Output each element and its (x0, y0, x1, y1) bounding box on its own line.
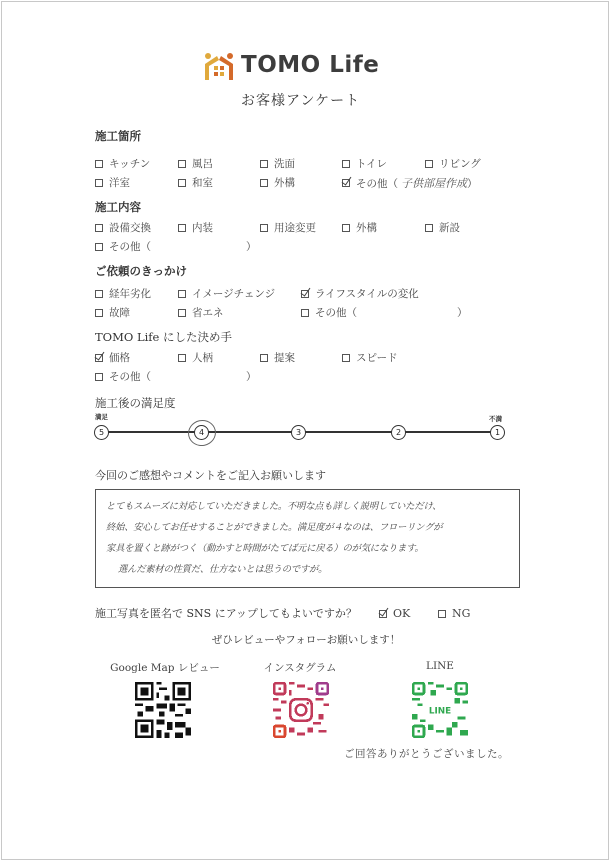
sns-question: 施工写真を匿名で SNS にアップしてもよいですか？ (95, 607, 357, 620)
checkbox-icon (342, 354, 350, 362)
checkbox-image-change[interactable]: イメージチェンジ (178, 286, 275, 301)
checkbox-use-change[interactable]: 用途変更 (260, 220, 316, 235)
checkbox-western-room[interactable]: 洋室 (95, 175, 130, 190)
checkbox-icon (301, 309, 309, 317)
brand-logo (203, 52, 413, 86)
section-heading-satisfaction: 施工後の満足度 (95, 396, 176, 410)
line-label: LINE (426, 660, 454, 672)
checked-checkbox-icon (379, 610, 387, 618)
checkbox-kitchen[interactable]: キッチン (95, 156, 150, 171)
checkbox-energy-saving[interactable]: 省エネ (178, 305, 224, 320)
checkbox-sns-ng[interactable]: NG (438, 607, 470, 620)
rating-4[interactable]: 4 (194, 425, 209, 440)
checkbox-icon (95, 309, 103, 317)
label-unsatisfied: 不満 (489, 415, 502, 423)
checkbox-sns-ok[interactable]: OK (379, 607, 410, 620)
checkbox-icon (178, 354, 186, 362)
checkbox-decision-other[interactable]: その他（ ） (95, 369, 257, 384)
checkbox-location-other[interactable]: その他（ 子供部屋作成 ） (342, 175, 478, 191)
checkbox-japanese-room[interactable]: 和室 (178, 175, 213, 190)
checkbox-icon (95, 160, 103, 168)
checkbox-toilet[interactable]: トイレ (342, 156, 387, 171)
checkbox-living[interactable]: リビング (425, 156, 481, 171)
checkbox-icon (178, 160, 186, 168)
instagram-label: インスタグラム (263, 662, 337, 674)
checkbox-content-other[interactable]: その他（ ） (95, 239, 257, 254)
checkbox-icon (95, 373, 103, 381)
checked-checkbox-icon (95, 354, 103, 362)
checkbox-icon (342, 224, 350, 232)
rating-5[interactable]: 5 (94, 425, 109, 440)
checkbox-breakdown[interactable]: 故障 (95, 305, 130, 320)
checkbox-icon (178, 290, 186, 298)
checkbox-icon (260, 160, 268, 168)
comment-line-4: 選んだ素材の性質だ、仕方ないとは思うのですが。 (118, 564, 328, 575)
rating-1[interactable]: 1 (490, 425, 505, 440)
comment-line-1: とてもスムーズに対応していただきました。不明な点も詳しく説明していただけ、 (106, 501, 442, 512)
comment-line-2: 終始、安心してお任せすることができました。満足度が４なのは、フローリングが (106, 522, 443, 533)
thank-you-message: ご回答ありがとうございました。 (344, 748, 509, 760)
checkbox-lifestyle-change[interactable]: ライフスタイルの変化 (301, 286, 419, 301)
checkbox-icon (425, 224, 433, 232)
comments-heading: 今回のご感想やコメントをご記入お願いします (95, 469, 326, 482)
handwritten-other-location[interactable]: 子供部屋作成 (401, 177, 467, 190)
checkbox-icon (260, 354, 268, 362)
svg-text:LINE: LINE (428, 706, 452, 717)
section-heading-trigger: ご依頼のきっかけ (95, 264, 187, 278)
checkbox-personality[interactable]: 人柄 (178, 350, 213, 365)
checkbox-interior[interactable]: 内装 (178, 220, 213, 235)
checkbox-trigger-other[interactable]: その他（ ） (301, 305, 468, 320)
brand-name: TOMO Life (241, 52, 380, 78)
checkbox-icon (95, 290, 103, 298)
checkbox-icon (425, 160, 433, 168)
checkbox-aging[interactable]: 経年劣化 (95, 286, 151, 301)
checkbox-icon (178, 179, 186, 187)
instagram-qr-code-icon[interactable] (273, 682, 329, 738)
checkbox-icon (438, 610, 446, 618)
checkbox-washroom[interactable]: 洗面 (260, 156, 295, 171)
checkbox-proposal[interactable]: 提案 (260, 350, 295, 365)
checkbox-icon (95, 224, 103, 232)
comments-textarea[interactable] (95, 489, 520, 588)
comment-line-3: 家具を置くと跡がつく（動かすと時間がたてば元に戻る）のが気になります。 (106, 543, 424, 554)
checked-checkbox-icon (301, 290, 309, 298)
checkbox-bath[interactable]: 風呂 (178, 156, 213, 171)
checkbox-icon (178, 309, 186, 317)
line-qr-code-icon[interactable] (412, 682, 468, 738)
checkbox-content-exterior[interactable]: 外構 (342, 220, 377, 235)
checkbox-equipment-replacement[interactable]: 設備交換 (95, 220, 151, 235)
checkbox-icon (95, 179, 103, 187)
rating-2[interactable]: 2 (391, 425, 406, 440)
section-heading-location: 施工箇所 (95, 129, 141, 143)
checkbox-icon (178, 224, 186, 232)
checked-checkbox-icon (342, 179, 350, 187)
checkbox-speed[interactable]: スピード (342, 350, 398, 365)
checkbox-exterior[interactable]: 外構 (260, 175, 295, 190)
rating-3[interactable]: 3 (291, 425, 306, 440)
checkbox-icon (95, 243, 103, 251)
follow-message: ぜひレビューやフォローお願いします！ (211, 634, 401, 646)
survey-title: お客様アンケート (241, 93, 361, 109)
checkbox-icon (260, 179, 268, 187)
checkbox-icon (260, 224, 268, 232)
checkbox-icon (342, 160, 350, 168)
section-heading-decision: TOMO Life にした決め手 (95, 330, 232, 344)
section-heading-content: 施工内容 (95, 200, 141, 214)
checkbox-price[interactable]: 価格 (95, 350, 130, 365)
google-map-qr-code-icon[interactable] (135, 682, 191, 738)
google-map-review-label: Google Map レビュー (110, 662, 220, 674)
checkbox-new-build[interactable]: 新設 (425, 220, 460, 235)
label-satisfied: 満足 (95, 413, 108, 421)
house-logo-icon (203, 52, 235, 82)
